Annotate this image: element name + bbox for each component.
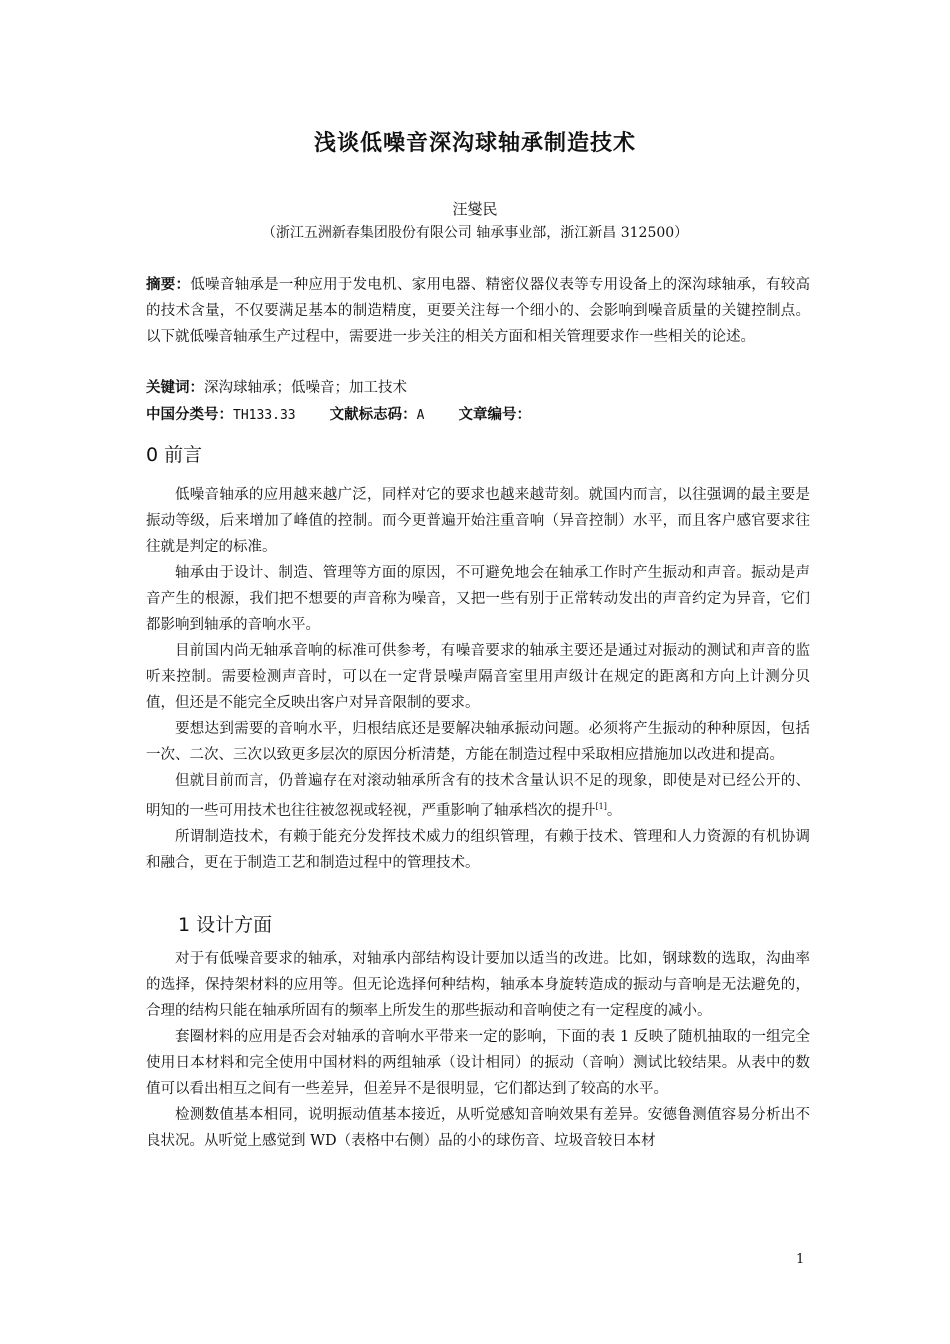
keywords	[146, 377, 810, 399]
paragraph: 目前国内尚无轴承音响的标准可供参考，有噪音要求的轴承主要还是通过对振动的测试和声音的监听来控制。需要检测声音时，可以在一定背景噪声隔音室里用声级计在规定的距离和方向上计测分贝值，但还是不能完全反映出客户对异音限制的要求。	[146, 643, 810, 711]
citation-mark: [1]	[595, 802, 607, 811]
paragraph: 要想达到需要的音响水平，归根结底还是要解决轴承振动问题。必须将产生振动的种种原因，包括一次、二次、三次以致更多层次的原因分析清楚，方能在制造过程中采取相应措施加以改进和提高。	[146, 721, 810, 763]
clc-label: 中国分类号：	[146, 407, 233, 423]
page-number: 1	[796, 1252, 805, 1267]
section-0-body	[146, 482, 810, 876]
paragraph-text: 但就目前而言，仍普遍存在对滚动轴承所含有的技术含量认识不足的现象，即使是对已经公开的、明知的一些可用技术也往往被忽视或轻视，严重影响了轴承档次的提升	[146, 773, 810, 819]
section-1-heading: 1 设计方面	[178, 914, 273, 936]
keywords-text: 深沟球轴承；低噪音；加工技术	[204, 380, 407, 396]
author-name: 汪燮民	[452, 200, 498, 218]
abstract-text: 低噪音轴承是一种应用于发电机、家用电器、精密仪器仪表等专用设备上的深沟球轴承，有较高的技术含量，不仅要满足基本的制造精度，更要关注每一个细小的、会影响到噪音质量的关键控制点。以下就低噪音轴承生产过程中，需要进一步关注的相关方面和相关管理要求作一些相关的论述。	[146, 277, 811, 345]
paragraph: 对于有低噪音要求的轴承，对轴承内部结构设计要加以适当的改进。比如，钢球数的选取，沟曲率的选择，保持架材料的应用等。但无论选择何种结构，轴承本身旋转造成的振动与音响是无法避免的，合理的结构只能在轴承所固有的频率上所发生的那些振动和音响使之有一定程度的减小。	[146, 951, 810, 1019]
clc-value: TH133.33	[233, 408, 296, 423]
doc-code-label: 文献标志码：	[329, 407, 417, 423]
paper-title: 浅谈低噪音深沟球轴承制造技术	[313, 131, 636, 156]
article-number-label: 文章编号：	[458, 407, 531, 423]
keywords-label: 关键词：	[146, 380, 204, 396]
paragraph: 所谓制造技术，有赖于能充分发挥技术威力的组织管理，有赖于技术、管理和人力资源的有机协调和融合，更在于制造工艺和制造过程中的管理技术。	[146, 828, 810, 871]
paragraph-with-citation	[146, 768, 810, 824]
doc-code-value: A	[416, 408, 425, 423]
paragraph: 套圈材料的应用是否会对轴承的音响水平带来一定的影响，下面的表 1 反映了随机抽取的一组完全使用日本材料和完全使用中国材料的两组轴承（设计相同）的振动（音响）测试比较结果。从表中的数值可以看出相互之间有一些差异，但差异不是很明显，它们都达到了较高的水平。	[146, 1029, 810, 1097]
paragraph: 检测数值基本相同，说明振动值基本接近，从听觉感知音响效果有差异。安德鲁测值容易分析出不良状况。从听觉上感觉到 WD（表格中右侧）品的小的球伤音、垃圾音较日本材	[146, 1107, 810, 1149]
author-affiliation: （浙江五洲新春集团股份有限公司 轴承事业部，浙江新昌 312500）	[261, 225, 689, 241]
paragraph: 轴承由于设计、制造、管理等方面的原因，不可避免地会在轴承工作时产生振动和声音。振动是声音产生的根源，我们把不想要的声音称为噪音，又把一些有别于正常转动发出的声音约定为异音，它们都影响到轴承的音响水平。	[146, 565, 810, 633]
paragraph: 低噪音轴承的应用越来越广泛，同样对它的要求也越来越苛刻。就国内而言，以往强调的最主要是振动等级，后来增加了峰值的控制。而今更普遍开始注重音响（异音控制）水平，而且客户感官要求往往就是判定的标准。	[146, 487, 810, 555]
classification-line	[146, 404, 810, 427]
abstract-label: 摘要：	[146, 277, 191, 293]
abstract	[146, 272, 810, 350]
section-1-body	[146, 946, 810, 1154]
paragraph-tail: 。	[606, 802, 622, 819]
section-0-heading: 0 前言	[146, 444, 203, 466]
